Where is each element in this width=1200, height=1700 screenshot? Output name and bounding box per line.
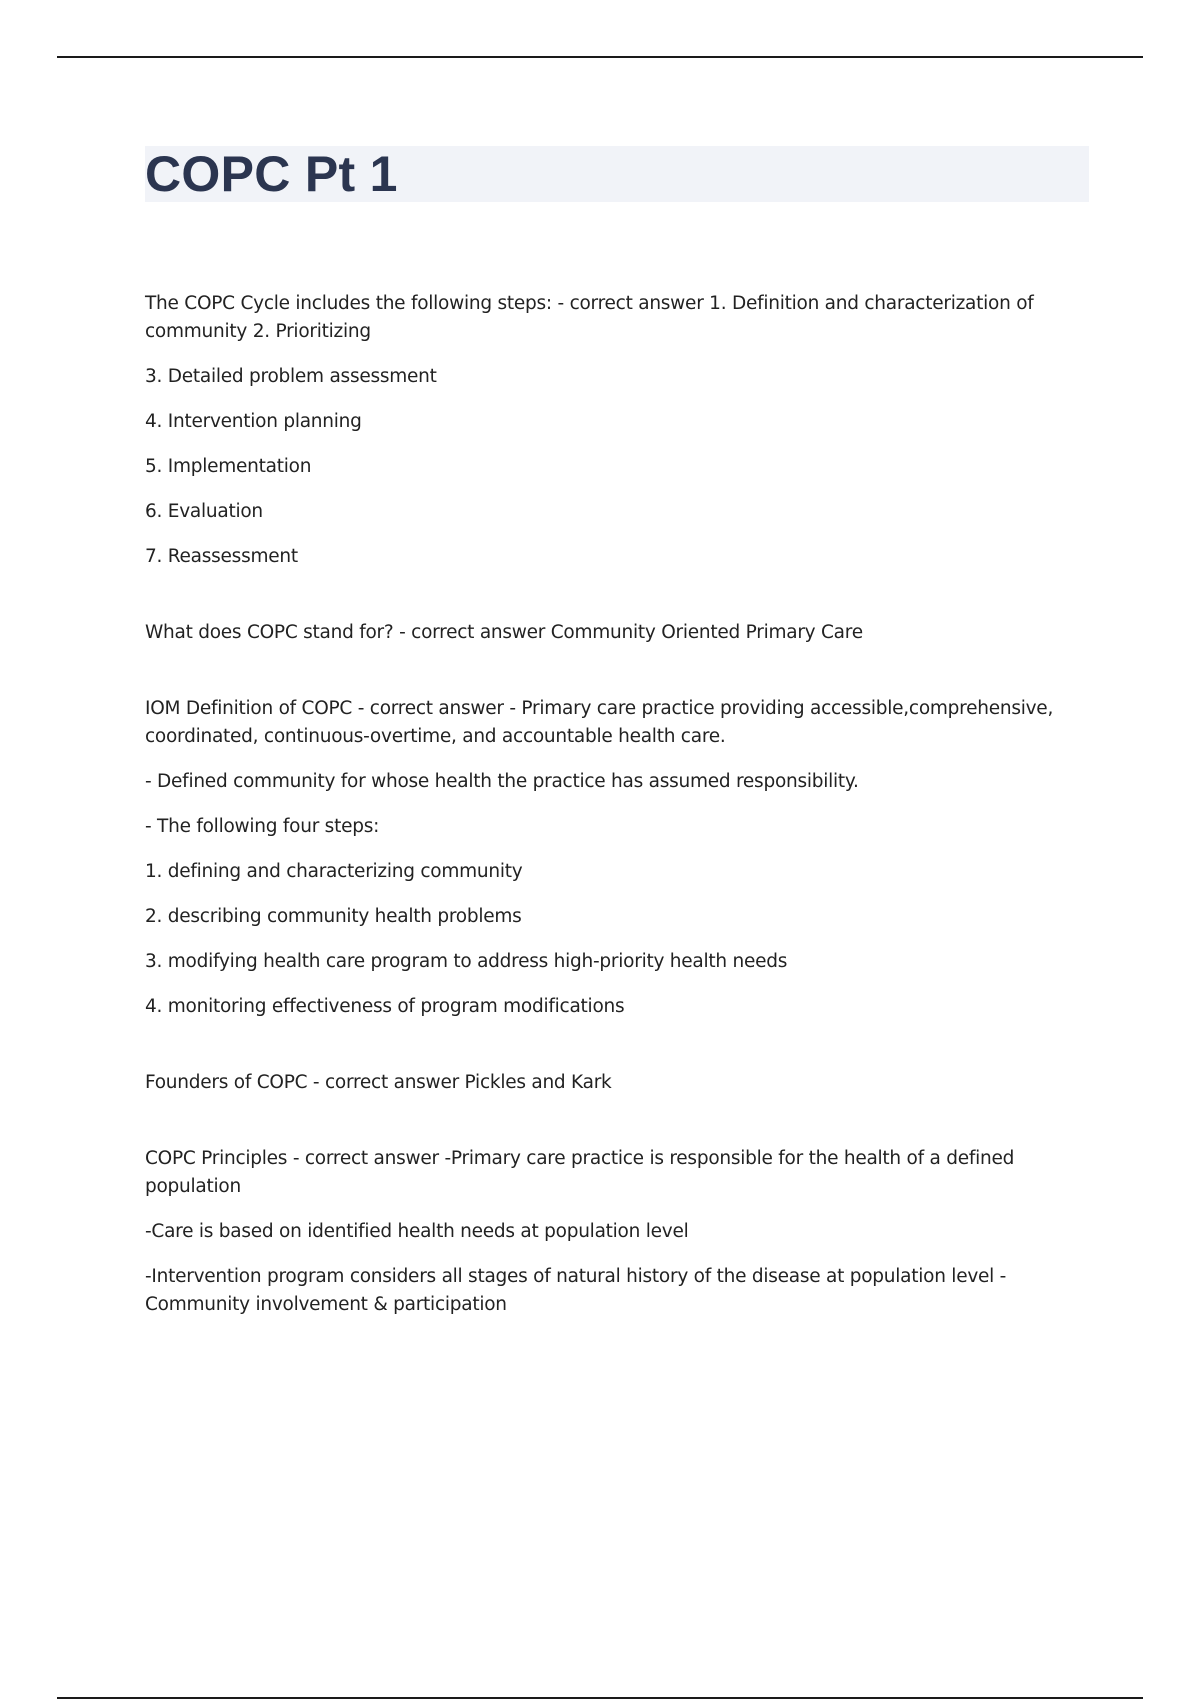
qa-line: 7. Reassessment [145,546,298,567]
qa-line: - Defined community for whose health the practice has assumed responsibility. [145,771,859,792]
qa-entry-principles [145,1145,1075,1319]
qa-line: COPC Principles - correct answer -Primary care practice is responsible for the health of a defined population [145,1148,1015,1197]
qa-entry-copc-acronym [145,619,1075,647]
qa-entry-founders [145,1069,1075,1097]
qa-line: IOM Definition of COPC - correct answer - Primary care practice providing accessible,comprehensive, coordinated, continuous-overtime, and accountable health care. [145,698,1054,747]
qa-line: The COPC Cycle includes the following steps: - correct answer 1. Definition and characterization of community 2. Prioritizing [145,293,1034,342]
qa-line: What does COPC stand for? - correct answer Community Oriented Primary Care [145,622,863,643]
document-body [145,290,1075,1319]
qa-line: 2. describing community health problems [145,906,522,927]
qa-line: 5. Implementation [145,456,312,477]
qa-line: 1. defining and characterizing community [145,861,523,882]
qa-line: Founders of COPC - correct answer Pickles and Kark [145,1072,612,1093]
qa-line: 4. Intervention planning [145,411,362,432]
qa-line: 3. Detailed problem assessment [145,366,437,387]
page-title: COPC Pt 1 [145,146,398,202]
qa-line: -Care is based on identified health needs at population level [145,1221,689,1242]
top-divider [57,56,1143,58]
qa-entry-copc-cycle [145,290,1075,571]
qa-line: 3. modifying health care program to address high-priority health needs [145,951,788,972]
qa-entry-iom-definition [145,695,1075,1021]
bottom-divider [57,1697,1143,1699]
qa-line: -Intervention program considers all stages of natural history of the disease at population level - Community involvement & participation [145,1266,1007,1315]
qa-line: - The following four steps: [145,816,380,837]
qa-line: 4. monitoring effectiveness of program modifications [145,996,625,1017]
qa-line: 6. Evaluation [145,501,263,522]
